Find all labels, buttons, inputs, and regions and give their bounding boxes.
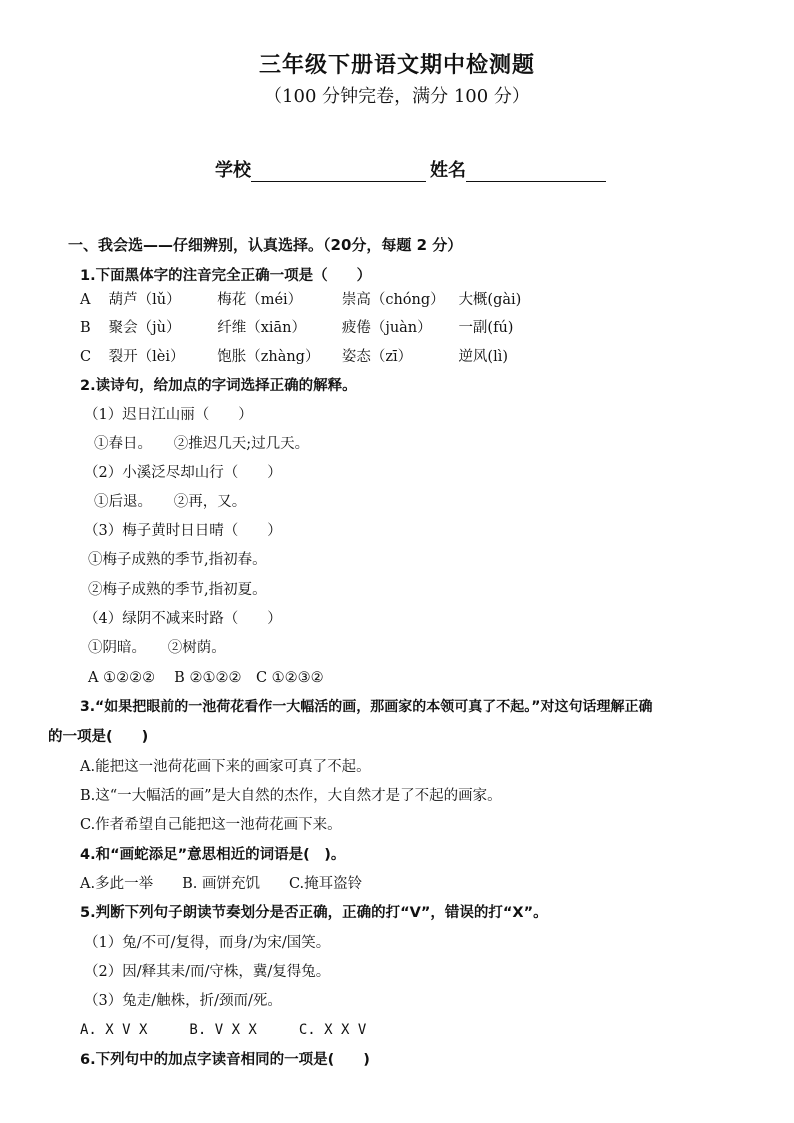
q1-item: 崇高（chóng） [341,292,445,308]
q3-stem-continued: 的一项是( ) [48,729,149,745]
q5-part: （3）兔走/触株，折/颈而/死。 [84,993,282,1009]
q1-item: 逆风(lì) [458,349,509,365]
q5-stem: 5.判断下列句子朗读节奏划分是否正确，正确的打“V”，错误的打“X”。 [80,905,548,921]
q1-item: 一副(fú) [458,320,514,336]
q2-part-option: ①阴暗。 ②树荫。 [88,640,226,656]
q1-option-letter: B [80,320,91,336]
q5-choices: A. X V X B. V X X C. X X V [80,1022,367,1038]
q1-item: 疲倦（juàn） [341,320,432,336]
q2-part-option: ②梅子成熟的季节,指初夏。 [88,582,267,598]
q1-option-row [80,345,508,366]
q2-part-line: （1）迟日江山丽（ ） [84,407,253,423]
q2-choices: A ①②②② B ②①②② C ①②③② [88,670,324,686]
q1-item: 聚会（jù） [108,320,181,336]
q1-item: 葫芦（lǔ） [108,292,181,308]
q4-stem: 4.和“画蛇添足”意思相近的词语是( )。 [80,847,346,863]
q2-part-option: ①梅子成熟的季节,指初春。 [88,552,267,568]
q1-option-row [80,288,521,309]
q2-part-line: （2）小溪泛尽却山行（ ） [84,465,282,481]
q1-item: 姿态（zī） [341,349,413,365]
q4-choices: A.多此一举 B. 画饼充饥 C.掩耳盗铃 [80,876,363,892]
q2-part-line: （4）绿阴不减来时路（ ） [84,611,282,627]
q5-part: （2）因/释其耒/而/守株，冀/复得兔。 [84,964,331,980]
q1-option-letter: C [80,349,92,365]
school-label: 学校 [215,160,251,181]
q3-option: A.能把这一池荷花画下来的画家可真了不起。 [80,759,371,775]
q3-option: B.这“一大幅活的画”是大自然的杰作，大自然才是了不起的画家。 [80,788,502,804]
name-blank[interactable] [466,161,606,182]
q1-item: 饱胀（zhàng） [217,349,320,365]
section-heading: 一、我会选——仔细辨别，认真选择。（20分，每题 2 分） [68,236,463,254]
school-blank[interactable] [251,161,426,182]
q1-option-row [80,316,513,337]
q3-stem: 3.“如果把眼前的一池荷花看作一大幅活的画，那画家的本领可真了不起。”对这句话理解正确 [80,699,653,715]
q6-stem: 6.下列句中的加点字读音相同的一项是( ) [80,1052,370,1068]
q1-item: 大概(gài) [458,292,522,308]
page-title: 三年级下册语文期中检测题 [258,53,535,78]
student-info-line [215,156,606,182]
q1-item: 梅花（méi） [217,292,303,308]
q1-item: 纤维（xiān） [217,320,307,336]
q2-part-line: （3）梅子黄时日日晴（ ） [84,523,282,539]
q2-stem: 2.读诗句，给加点的字词选择正确的解释。 [80,378,357,394]
q1-option-letter: A [80,292,91,308]
page-subtitle: （100 分钟完卷，满分 100 分） [264,86,530,107]
q2-part-option: ①春日。 ②推迟几天;过几天。 [94,436,310,452]
name-label: 姓名 [430,160,466,181]
q1-item: 裂开（lèi） [108,349,185,365]
q2-part-option: ①后退。 ②再，又。 [94,494,247,510]
q5-part: （1）兔/不可/复得，而身/为宋/国笑。 [84,935,331,951]
q1-stem: 1.下面黑体字的注音完全正确一项是（ ） [80,268,372,284]
q3-option: C.作者希望自己能把这一池荷花画下来。 [80,817,342,833]
